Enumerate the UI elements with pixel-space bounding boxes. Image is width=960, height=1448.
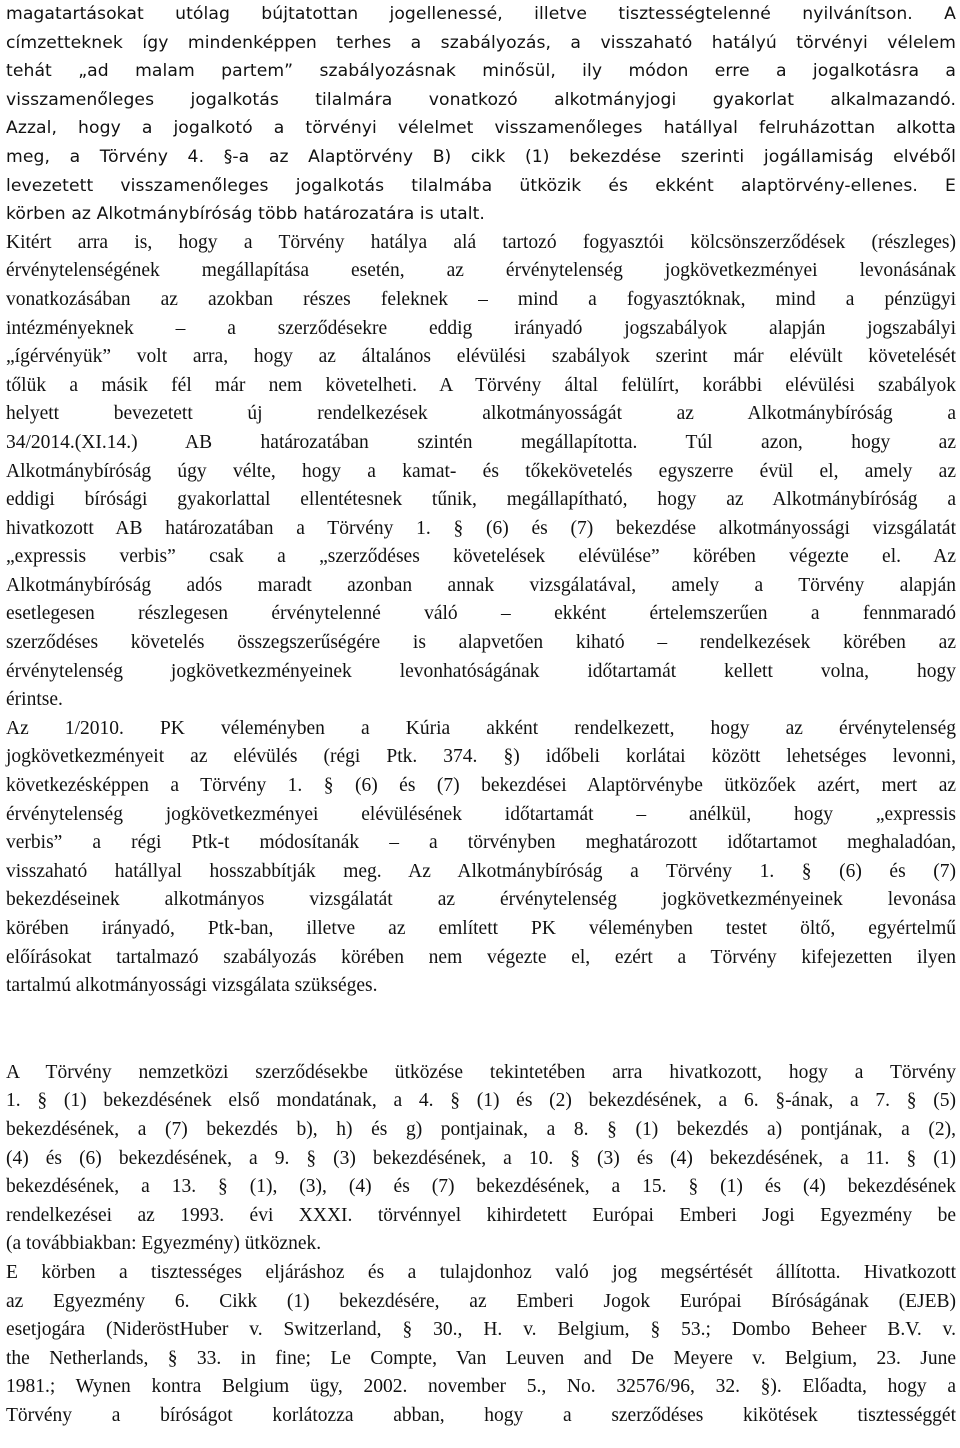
text-line: verbis” a régi Ptk-t módosítanák – a törvényben meghatározott időtartamot meghaladóan, <box>6 832 956 854</box>
text-line: szerződéses követelés összegszerűségére is alapvetően kiható – rendelkezések körében az <box>6 632 956 654</box>
text-line: tőlük a másik fél már nem követelheti. A Törvény által felülírt, korábbi elévülési szabályok <box>6 374 956 396</box>
text-line: „ígérvényük” volt arra, hogy az általános elévülési szabályok szerint már elévült követelését <box>6 346 956 368</box>
text-line: következésképpen a Törvény 1. § (6) és (7) bekezdései Alaptörvénybe ütközőek azért, mert az <box>6 775 956 797</box>
text-line: tehát „ad malam partem” szabályozásnak minősül, ily módon erre a jogalkotásra a <box>6 61 956 82</box>
text-line: az Egyezmény 6. Cikk (1) bekezdésére, az Emberi Jogok Európai Bíróságának (EJEB) <box>6 1290 956 1312</box>
text-line: E körben a tisztességes eljáráshoz és a tulajdonhoz való jog megsértését állította. Hivatkozott <box>6 1261 956 1283</box>
text-line: 1981.; Wynen kontra Belgium ügy, 2002. november 5., No. 32576/96, 32. §). Előadta, hogy a <box>6 1376 956 1398</box>
text-line: bekezdésének, a (7) bekezdés b), h) és g) pontjainak, a 8. § (1) bekezdés a) pontjának, a (2), <box>6 1118 956 1140</box>
document-page <box>6 0 956 1431</box>
text-line: jogkövetkezményeit az elévülés (régi Ptk. 374. §) időbeli korlátai között lehetséges levonni, <box>6 746 956 768</box>
text-line: 34/2014.(XI.14.) AB határozatában szintén megállapította. Túl azon, hogy az <box>6 431 956 453</box>
text-line: Alkotmánybíróság úgy vélte, hogy a kamat- és tőkekövetelés egyszerre évül el, amely az <box>6 460 956 482</box>
text-line: körében irányadó, Ptk-ban, illetve az említett PK véleményben testet öltő, egyértelmű <box>6 918 956 939</box>
text-line: „expressis verbis” csak a „szerződéses követelések elévülése” körében végezte el. Az <box>6 546 956 568</box>
paragraph-international-treaties <box>6 1059 956 1259</box>
text-line: Törvény a bíróságot korlátozza abban, hogy a szerződéses kikötések tisztességgét <box>6 1404 956 1426</box>
text-line: címzetteknek így mindenképpen terhes a szabályozás, a visszaható hatályú törvényi vélelem <box>6 32 956 53</box>
text-line: érintse. <box>6 689 63 711</box>
text-line: levezetett visszamenőleges jogalkotás tilalmába ütközik és ekként alaptörvény-ellenes. E <box>6 175 956 196</box>
text-line: érvénytelenség jogkövetkezményeinek levonhatóságának időtartamát kellett volna, hogy <box>6 660 956 682</box>
text-line: A Törvény nemzetközi szerződésekbe ütközése tekintetében arra hivatkozott, hogy a Törvény <box>6 1061 956 1083</box>
paragraph-fair-trial <box>6 1259 956 1431</box>
text-line: Az 1/2010. PK véleményben a Kúria akként rendelkezett, hogy az érvénytelenség <box>6 717 956 739</box>
text-line: magatartásokat utólag bújtatottan jogellenessé, illetve tisztességtelenné nyilvánítson. A <box>6 4 956 24</box>
text-line: érvénytelenségének megállapítása esetén, az érvénytelenség jogkövetkezményei levonásának <box>6 260 956 282</box>
text-line: eddigi bírósági gyakorlattal ellentétesnek tűnik, megállapítható, hogy az Alkotmánybíróság a <box>6 489 956 511</box>
text-line: tartalmú alkotmányossági vizsgálata szükséges. <box>6 975 378 997</box>
text-line: hivatkozott AB határozatában a Törvény 1. § (6) és (7) bekezdése alkotmányossági vizsgálatát <box>6 517 956 539</box>
paragraph-kuria-opinion <box>6 715 956 1001</box>
text-line: (4) és (6) bekezdésének, a 9. § (3) bekezdésének, a 10. § (3) és (4) bekezdésének, a 11. § (1) <box>6 1147 956 1169</box>
text-line: Azzal, hogy a jogalkotó a törvényi vélelmet visszamenőleges hatállyal felruházottan alkotta <box>6 118 956 139</box>
text-line: bekezdésének, a 13. § (1), (3), (4) és (7) bekezdésének, a 15. § (1) és (4) bekezdésének <box>6 1176 956 1198</box>
text-line: helyett bevezetett új rendelkezések alkotmányosságát az Alkotmánybíróság a <box>6 403 956 425</box>
text-line: Alkotmánybíróság adós maradt azonban annak vizsgálatával, amely a Törvény alapján <box>6 574 956 596</box>
text-line: érvénytelenség jogkövetkezményei elévülésének időtartamát – anélkül, hogy „expressis <box>6 803 956 825</box>
text-line: rendelkezései az 1993. évi XXXI. törvénnyel kihirdetett Európai Emberi Jogi Egyezmény be <box>6 1204 956 1226</box>
text-line: visszamenőleges jogalkotás tilalmára vonatkozó alkotmányjogi gyakorlat alkalmazandó. <box>6 89 956 110</box>
text-line: előírásokat tartalmazó szabályozás körében nem végezte el, ezért a Törvény kifejezetten ilyen <box>6 946 956 968</box>
paragraph-spacer <box>6 1001 956 1059</box>
text-line: intézményeknek – a szerződésekre eddig irányadó jogszabályok alapján jogszabályi <box>6 317 956 339</box>
text-line: körben az Alkotmánybíróság több határozatára is utalt. <box>6 204 485 225</box>
text-line: vonatkozásában az azokban részes feleknek – mind a fogyasztóknak, mind a pénzügyi <box>6 288 956 310</box>
text-line: bekezdéseinek alkotmányos vizsgálatát az érvénytelenség jogkövetkezményeinek levonása <box>6 889 956 911</box>
text-line: visszaható hatállyal hosszabbítják meg. Az Alkotmánybíróság a Törvény 1. § (6) és (7) <box>6 860 956 882</box>
text-line: meg, a Törvény 4. §-a az Alaptörvény B) cikk (1) bekezdése szerinti jogállamiság elvéből <box>6 146 956 167</box>
paragraph-retroactive-legislation <box>6 0 956 229</box>
text-line: the Netherlands, § 33. in fine; Le Compte, Van Leuven and De Meyere v. Belgium, 23. June <box>6 1347 956 1369</box>
paragraph-limitation-rules <box>6 229 956 715</box>
text-line: (a továbbiakban: Egyezmény) ütköznek. <box>6 1233 322 1255</box>
text-line: esetlegesen részlegesen érvénytelenné váló – ekként értelemszerűen a fennmaradó <box>6 603 956 625</box>
text-line: esetjogára (NideröstHuber v. Switzerland, § 30., H. v. Belgium, § 53.; Dombo Beheer B.V. v. <box>6 1319 956 1341</box>
text-line: 1. § (1) bekezdésének első mondatának, a 4. § (1) és (2) bekezdésének, a 6. §-ának, a 7. § (5) <box>6 1090 956 1112</box>
text-line: Kitért arra is, hogy a Törvény hatálya alá tartozó fogyasztói kölcsönszerződések (részleges) <box>6 231 956 253</box>
